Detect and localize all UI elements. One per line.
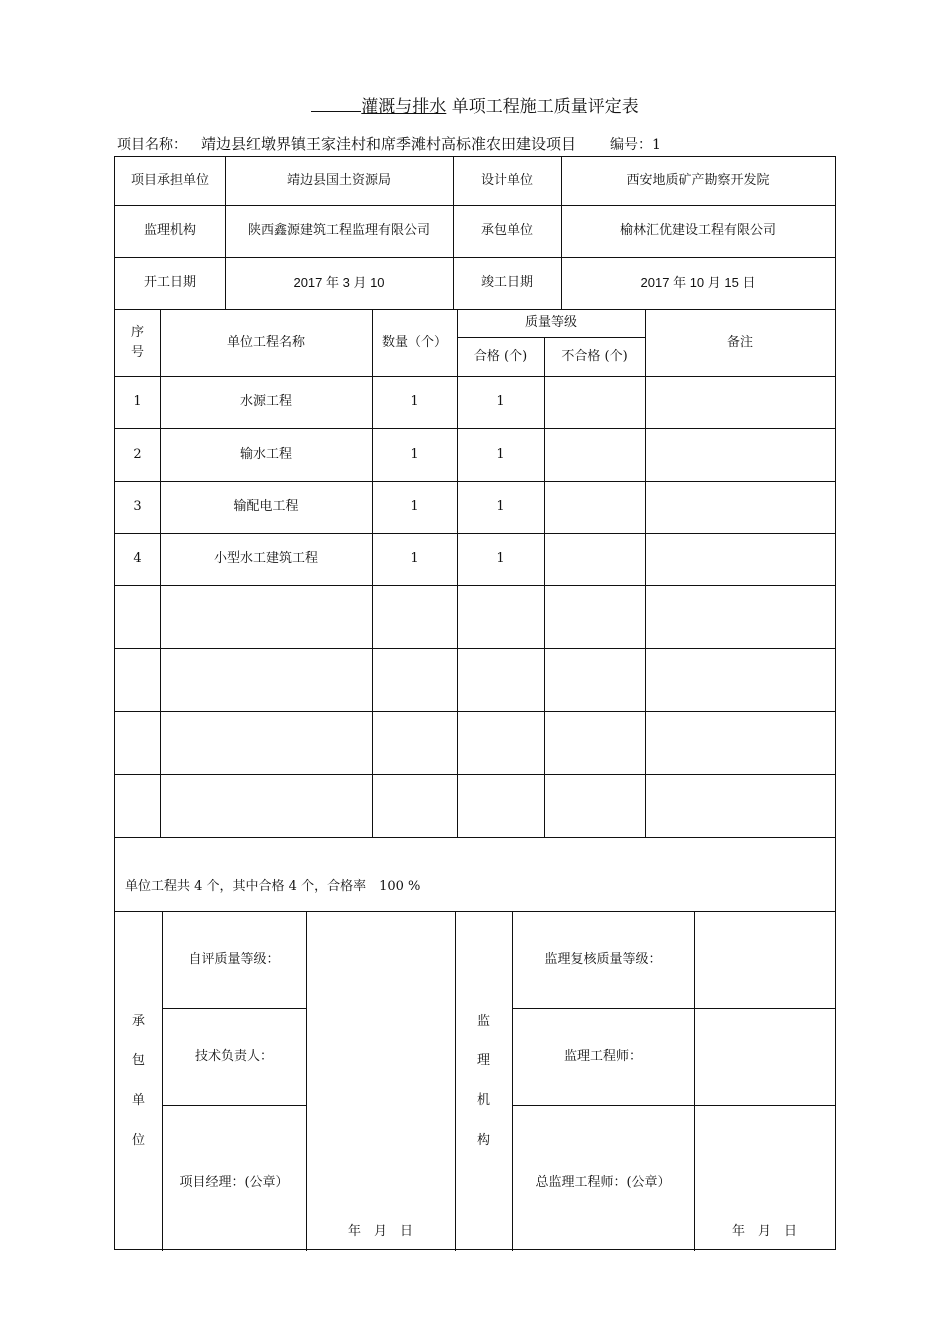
chief-engineer-label: 总监理工程师：(公章） — [535, 1175, 671, 1191]
summary-text: 单位工程共 4 个，其中合格 4 个，合格率 100 % — [125, 879, 421, 895]
seq-header-1: 序 — [130, 324, 144, 340]
contractor-value: 榆林汇优建设工程有限公司 — [619, 223, 776, 239]
start-date-label: 开工日期 — [143, 275, 196, 291]
row-1-seq: 1 — [133, 394, 142, 410]
row-1-name: 水源工程 — [239, 394, 292, 410]
qty-header: 数量（个） — [381, 334, 447, 350]
row-1-pass: 1 — [496, 394, 505, 410]
row-3-seq: 3 — [133, 499, 142, 515]
contractor-char-1: 承 — [131, 1013, 145, 1029]
row-4-seq: 4 — [133, 551, 142, 567]
seq-header — [115, 309, 160, 376]
project-manager-label: 项目经理：(公章） — [179, 1175, 289, 1191]
remark-header: 备注 — [726, 334, 753, 350]
page-title — [0, 92, 950, 117]
undertaker-label: 项目承担单位 — [130, 173, 209, 189]
end-date-label: 竣工日期 — [480, 275, 533, 291]
row-1-qty: 1 — [410, 394, 419, 410]
supervising-engineer-label: 监理工程师： — [563, 1048, 642, 1064]
pass-header: 合格 (个) — [473, 348, 528, 364]
project-meta — [117, 133, 837, 154]
row-4-name: 小型水工建筑工程 — [213, 551, 318, 567]
contractor-char-2: 包 — [131, 1053, 145, 1069]
contractor-label: 承包单位 — [480, 223, 533, 239]
contractor-date: 年 月 日 — [347, 1224, 413, 1240]
project-label: 项目名称： — [117, 137, 187, 153]
title-category: 灌溉与排水 — [361, 97, 447, 117]
supervisor-char-4: 构 — [476, 1132, 490, 1148]
row-2-seq: 2 — [133, 446, 142, 462]
row-2-qty: 1 — [410, 446, 419, 462]
supervisor-date: 年 月 日 — [731, 1224, 797, 1240]
row-2-pass: 1 — [496, 446, 505, 462]
self-grade-label: 自评质量等级： — [188, 951, 280, 967]
row-2-name: 输水工程 — [239, 446, 292, 462]
end-date-value: 2017 年 10 月 15 日 — [640, 275, 756, 291]
grade-header: 质量等级 — [524, 315, 577, 331]
evaluation-sheet — [114, 156, 836, 1250]
seq-header-2: 号 — [130, 344, 144, 360]
supervisor-char-3: 机 — [476, 1093, 490, 1108]
designer-value: 西安地质矿产勘察开发院 — [626, 173, 770, 189]
row-3-qty: 1 — [410, 499, 419, 515]
row-4-pass: 1 — [496, 551, 505, 567]
contractor-char-4: 位 — [131, 1132, 145, 1148]
row-3-pass: 1 — [496, 499, 505, 515]
contractor-side-label — [115, 911, 162, 1251]
designer-label: 设计单位 — [480, 173, 533, 189]
tech-lead-label: 技术负责人： — [194, 1048, 273, 1064]
form-code: 编号：1 — [610, 137, 661, 153]
project-name: 靖边县红墩界镇王家洼村和席季滩村高标准农田建设项目 — [201, 135, 577, 153]
row-4-qty: 1 — [410, 551, 419, 567]
supervisor-char-1: 监 — [476, 1013, 490, 1029]
name-header: 单位工程名称 — [226, 334, 305, 350]
supervisor-char-2: 理 — [476, 1053, 490, 1069]
contractor-char-3: 单 — [131, 1093, 145, 1108]
title-blank — [311, 97, 361, 112]
fail-header: 不合格 (个) — [561, 348, 628, 364]
supervisor-value: 陕西鑫源建筑工程监理有限公司 — [247, 223, 430, 239]
undertaker-value: 靖边县国土资源局 — [286, 173, 391, 189]
row-3-name: 输配电工程 — [233, 499, 299, 515]
supervisor-label: 监理机构 — [143, 223, 196, 239]
start-date-value: 2017 年 3 月 10 — [293, 275, 385, 291]
review-grade-label: 监理复核质量等级： — [544, 951, 662, 967]
supervisor-side-label — [455, 911, 512, 1251]
title-text: 单项工程施工质量评定表 — [451, 97, 639, 117]
